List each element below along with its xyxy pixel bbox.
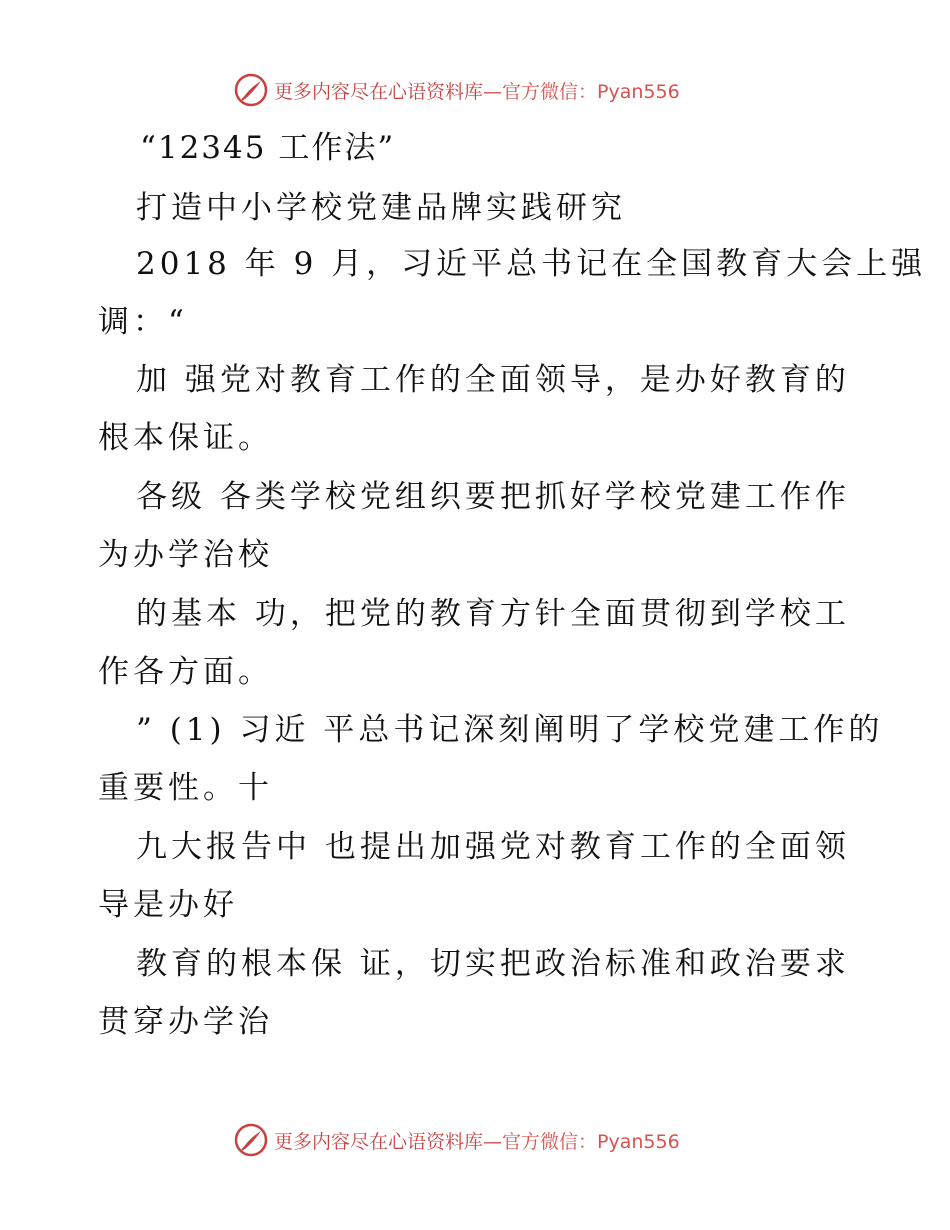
- doc-subtitle-line: 打造中小学校党建品牌实践研究: [136, 190, 626, 226]
- body-line: 为办学治校: [98, 537, 273, 573]
- doc-title-line: “12345 工作法”: [140, 130, 396, 166]
- body-line: 贯穿办学治: [98, 1004, 273, 1040]
- body-line: 调：“: [98, 304, 188, 340]
- header-banner-text: 更多内容尽在心语资料库: [274, 80, 484, 103]
- body-line: ” (1) 习近 平总书记深刻阐明了学校党建工作的: [136, 712, 884, 748]
- body-line: 作各方面。: [98, 654, 273, 690]
- body-line: 的基本 功，把党的教育方针全面贯彻到学校工: [136, 596, 850, 632]
- body-line: 各级 各类学校党组织要把抓好学校党建工作作: [136, 479, 850, 515]
- footer-banner: [234, 1122, 680, 1158]
- footer-banner-wechat: —官方微信：Pyan556: [483, 1130, 680, 1153]
- body-line: 重要性。十: [98, 770, 273, 806]
- quill-logo-icon: [234, 73, 268, 107]
- body-line: 2018 年 9 月，习近平总书记在全国教育大会上强: [136, 246, 927, 282]
- header-banner-wechat: —官方微信：Pyan556: [483, 80, 680, 103]
- body-line: 根本保证。: [98, 420, 273, 456]
- body-line: 加 强党对教育工作的全面领导，是办好教育的: [136, 362, 850, 398]
- body-line: 导是办好: [98, 887, 238, 923]
- footer-banner-text: 更多内容尽在心语资料库: [274, 1130, 484, 1153]
- body-line: 教育的根本保 证，切实把政治标准和政治要求: [136, 946, 850, 982]
- quill-logo-icon: [234, 1123, 268, 1157]
- body-line: 九大报告中 也提出加强党对教育工作的全面领: [136, 829, 850, 865]
- header-banner: [234, 72, 680, 108]
